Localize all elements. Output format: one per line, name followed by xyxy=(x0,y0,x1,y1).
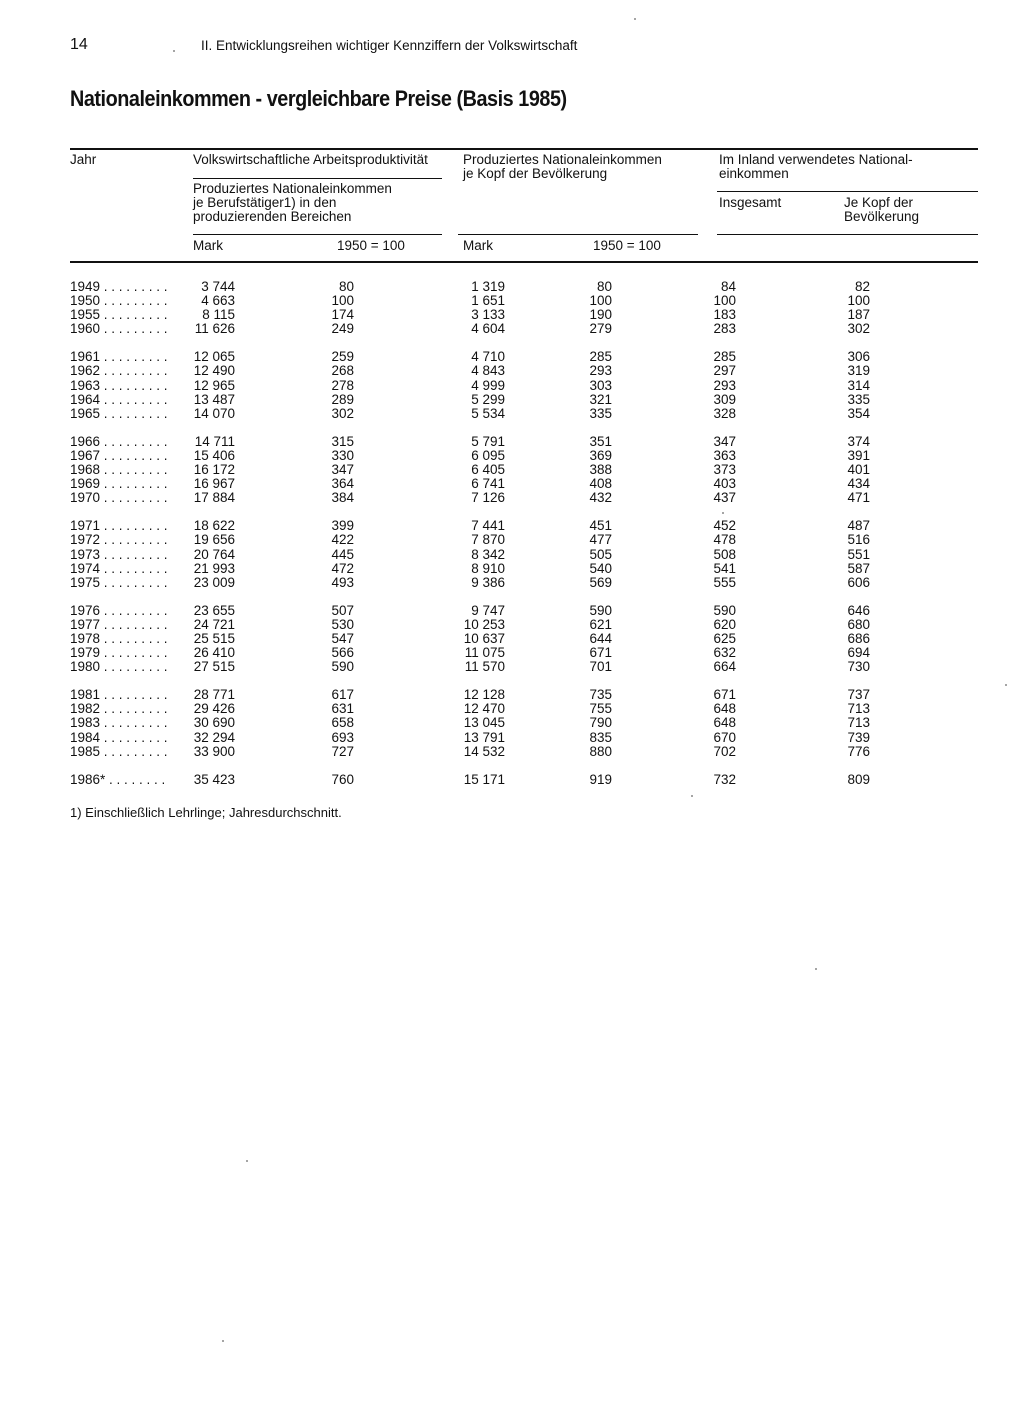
table-row xyxy=(0,731,1024,745)
cell-je-kopf: 401 xyxy=(847,462,870,478)
unit-index-2: 1950 = 100 xyxy=(593,238,661,253)
cell-index-berufstaetiger: 727 xyxy=(331,743,354,759)
row-year: 1965 . . . . . . . . . xyxy=(70,405,168,421)
cell-je-kopf: 739 xyxy=(847,729,870,745)
row-year: 1968 . . . . . . . . . xyxy=(70,462,168,478)
cell-index-kopf: 880 xyxy=(589,743,612,759)
page-title: Nationaleinkommen - vergleichbare Preise (Basis 1985) xyxy=(70,86,567,111)
unit-rule-mid xyxy=(458,234,698,235)
table-body xyxy=(0,280,1024,801)
row-year: 1972 . . . . . . . . . xyxy=(70,532,168,548)
cell-insgesamt: 555 xyxy=(713,574,736,590)
cell-index-berufstaetiger: 399 xyxy=(331,518,354,534)
scan-speck xyxy=(691,795,693,797)
table-row xyxy=(0,491,1024,505)
cell-je-kopf: 809 xyxy=(847,771,870,787)
cell-insgesamt: 183 xyxy=(713,307,736,323)
col-group1-title: Volkswirtschaftliche Arbeitsproduktivität xyxy=(193,152,428,167)
cell-je-kopf: 487 xyxy=(847,518,870,534)
cell-mark-berufstaetiger: 14 070 xyxy=(193,405,235,421)
row-year: 1969 . . . . . . . . . xyxy=(70,476,168,492)
cell-je-kopf: 306 xyxy=(847,349,870,365)
cell-index-kopf: 644 xyxy=(589,630,612,646)
cell-mark-kopf: 6 741 xyxy=(471,476,505,492)
cell-index-berufstaetiger: 100 xyxy=(331,293,354,309)
col-group1-sub2: je Berufstätiger1) in den xyxy=(193,195,337,210)
col-group3-title1: Im Inland verwendetes National- xyxy=(719,152,913,167)
cell-index-kopf: 671 xyxy=(589,645,612,661)
unit-mark-2: Mark xyxy=(463,238,493,253)
footnote: 1) Einschließlich Lehrlinge; Jahresdurchschnitt. xyxy=(70,805,342,820)
cell-mark-berufstaetiger: 11 626 xyxy=(194,321,235,337)
cell-index-berufstaetiger: 693 xyxy=(331,729,354,745)
cell-mark-kopf: 15 171 xyxy=(463,771,505,787)
cell-mark-kopf: 7 441 xyxy=(471,518,505,534)
cell-mark-berufstaetiger: 21 993 xyxy=(193,560,235,576)
cell-mark-kopf: 14 532 xyxy=(463,743,505,759)
table-row xyxy=(0,379,1024,393)
group1-rule xyxy=(193,178,442,179)
cell-index-berufstaetiger: 289 xyxy=(331,391,354,407)
row-year: 1983 . . . . . . . . . xyxy=(70,715,168,731)
cell-index-berufstaetiger: 249 xyxy=(331,321,354,337)
group3-rule xyxy=(717,191,978,192)
cell-index-kopf: 432 xyxy=(589,490,612,506)
cell-mark-berufstaetiger: 23 009 xyxy=(193,574,235,590)
cell-index-kopf: 755 xyxy=(589,701,612,717)
table-row xyxy=(0,449,1024,463)
cell-insgesamt: 671 xyxy=(713,687,736,703)
table-row xyxy=(0,548,1024,562)
cell-mark-kopf: 7 870 xyxy=(471,532,505,548)
cell-mark-kopf: 11 570 xyxy=(464,659,505,675)
cell-insgesamt: 283 xyxy=(713,321,736,337)
cell-insgesamt: 293 xyxy=(713,377,736,393)
row-year: 1955 . . . . . . . . . xyxy=(70,307,168,323)
cell-index-berufstaetiger: 278 xyxy=(331,377,354,393)
table-row xyxy=(0,533,1024,547)
cell-je-kopf: 391 xyxy=(847,447,870,463)
cell-mark-kopf: 5 299 xyxy=(471,391,505,407)
cell-mark-berufstaetiger: 17 884 xyxy=(193,490,235,506)
cell-je-kopf: 606 xyxy=(847,574,870,590)
cell-index-kopf: 790 xyxy=(589,715,612,731)
cell-index-berufstaetiger: 472 xyxy=(331,560,354,576)
cell-index-berufstaetiger: 507 xyxy=(331,602,354,618)
cell-index-berufstaetiger: 445 xyxy=(331,546,354,562)
scan-speck xyxy=(634,18,636,20)
cell-index-berufstaetiger: 174 xyxy=(331,307,354,323)
cell-index-kopf: 701 xyxy=(589,659,612,675)
cell-index-kopf: 279 xyxy=(589,321,612,337)
row-year: 1970 . . . . . . . . . xyxy=(70,490,168,506)
table-header-bottom-rule xyxy=(70,261,978,263)
cell-mark-kopf: 8 910 xyxy=(471,560,505,576)
row-year: 1963 . . . . . . . . . xyxy=(70,377,168,393)
cell-mark-kopf: 4 604 xyxy=(471,321,505,337)
row-year: 1974 . . . . . . . . . xyxy=(70,560,168,576)
row-year: 1979 . . . . . . . . . xyxy=(70,645,168,661)
col-group2-title2: je Kopf der Bevölkerung xyxy=(463,166,608,181)
cell-insgesamt: 648 xyxy=(713,701,736,717)
cell-mark-berufstaetiger: 12 490 xyxy=(193,363,235,379)
row-year: 1967 . . . . . . . . . xyxy=(70,447,168,463)
cell-mark-berufstaetiger: 16 172 xyxy=(193,462,235,478)
cell-je-kopf: 713 xyxy=(847,701,870,717)
cell-index-berufstaetiger: 422 xyxy=(331,532,354,548)
cell-mark-kopf: 3 133 xyxy=(471,307,505,323)
unit-index-1: 1950 = 100 xyxy=(337,238,405,253)
col-jahr: Jahr xyxy=(70,152,97,167)
cell-je-kopf: 335 xyxy=(847,391,870,407)
cell-index-kopf: 80 xyxy=(596,279,612,294)
cell-index-berufstaetiger: 658 xyxy=(331,715,354,731)
cell-mark-berufstaetiger: 14 711 xyxy=(194,433,235,449)
cell-index-berufstaetiger: 315 xyxy=(331,433,354,449)
cell-index-kopf: 303 xyxy=(589,377,612,393)
cell-index-berufstaetiger: 760 xyxy=(331,771,354,787)
cell-insgesamt: 590 xyxy=(713,602,736,618)
table-row xyxy=(0,618,1024,632)
row-year: 1964 . . . . . . . . . xyxy=(70,391,168,407)
cell-insgesamt: 648 xyxy=(713,715,736,731)
cell-mark-berufstaetiger: 13 487 xyxy=(193,391,235,407)
cell-index-berufstaetiger: 566 xyxy=(331,645,354,661)
cell-mark-berufstaetiger: 15 406 xyxy=(193,447,235,463)
cell-je-kopf: 737 xyxy=(847,687,870,703)
row-year: 1971 . . . . . . . . . xyxy=(70,518,168,534)
cell-mark-berufstaetiger: 12 965 xyxy=(193,377,235,393)
cell-mark-kopf: 8 342 xyxy=(471,546,505,562)
row-year: 1977 . . . . . . . . . xyxy=(70,616,168,632)
cell-mark-berufstaetiger: 25 515 xyxy=(193,630,235,646)
table-row xyxy=(0,646,1024,660)
table-row xyxy=(0,477,1024,491)
cell-je-kopf: 713 xyxy=(847,715,870,731)
cell-mark-berufstaetiger: 8 115 xyxy=(202,307,235,323)
cell-mark-berufstaetiger: 23 655 xyxy=(193,602,235,618)
cell-mark-kopf: 6 095 xyxy=(471,447,505,463)
cell-mark-kopf: 10 637 xyxy=(463,630,505,646)
cell-mark-berufstaetiger: 28 771 xyxy=(193,687,235,703)
cell-je-kopf: 680 xyxy=(847,616,870,632)
col-insgesamt: Insgesamt xyxy=(719,195,782,210)
table-row xyxy=(0,308,1024,322)
unit-rule-right xyxy=(717,234,978,235)
row-year: 1986* . . . . . . . . xyxy=(70,771,166,787)
table-row xyxy=(0,773,1024,787)
table-row xyxy=(0,660,1024,674)
cell-index-kopf: 835 xyxy=(589,729,612,745)
cell-insgesamt: 620 xyxy=(713,616,736,632)
row-year: 1984 . . . . . . . . . xyxy=(70,729,168,745)
table-row xyxy=(0,322,1024,336)
cell-index-kopf: 351 xyxy=(589,433,612,449)
section-title: II. Entwicklungsreihen wichtiger Kennziffern der Volkswirtschaft xyxy=(201,38,578,53)
row-year: 1962 . . . . . . . . . xyxy=(70,363,168,379)
cell-insgesamt: 632 xyxy=(713,645,736,661)
row-group xyxy=(0,773,1024,787)
cell-mark-kopf: 9 747 xyxy=(471,602,505,618)
table-row xyxy=(0,294,1024,308)
cell-index-berufstaetiger: 364 xyxy=(331,476,354,492)
cell-mark-kopf: 13 791 xyxy=(463,729,505,745)
cell-je-kopf: 100 xyxy=(847,293,870,309)
col-jekopf1: Je Kopf der xyxy=(844,195,914,210)
cell-mark-berufstaetiger: 18 622 xyxy=(193,518,235,534)
row-group xyxy=(0,350,1024,420)
table-row xyxy=(0,435,1024,449)
row-group xyxy=(0,280,1024,336)
cell-je-kopf: 434 xyxy=(847,476,870,492)
cell-insgesamt: 403 xyxy=(713,476,736,492)
col-group1-sub3: produzierenden Bereichen xyxy=(193,209,352,224)
cell-mark-berufstaetiger: 29 426 xyxy=(193,701,235,717)
table-row xyxy=(0,745,1024,759)
row-year: 1978 . . . . . . . . . xyxy=(70,630,168,646)
cell-index-kopf: 369 xyxy=(589,447,612,463)
table-row xyxy=(0,576,1024,590)
cell-mark-berufstaetiger: 26 410 xyxy=(193,645,235,661)
cell-mark-berufstaetiger: 35 423 xyxy=(193,771,235,787)
cell-index-kopf: 477 xyxy=(589,532,612,548)
cell-je-kopf: 551 xyxy=(847,546,870,562)
row-year: 1966 . . . . . . . . . xyxy=(70,433,168,449)
cell-mark-kopf: 4 710 xyxy=(471,349,505,365)
cell-je-kopf: 314 xyxy=(847,377,870,393)
cell-mark-kopf: 1 651 xyxy=(471,293,505,309)
cell-mark-berufstaetiger: 4 663 xyxy=(201,293,235,309)
table-row xyxy=(0,407,1024,421)
cell-mark-berufstaetiger: 30 690 xyxy=(193,715,235,731)
cell-mark-berufstaetiger: 12 065 xyxy=(193,349,235,365)
cell-index-berufstaetiger: 80 xyxy=(338,279,354,294)
row-group xyxy=(0,604,1024,674)
table-row xyxy=(0,364,1024,378)
cell-je-kopf: 776 xyxy=(847,743,870,759)
cell-je-kopf: 374 xyxy=(847,433,870,449)
cell-mark-berufstaetiger: 27 515 xyxy=(193,659,235,675)
cell-index-kopf: 569 xyxy=(589,574,612,590)
cell-index-kopf: 590 xyxy=(589,602,612,618)
table-row xyxy=(0,688,1024,702)
col-group1-sub1: Produziertes Nationaleinkommen xyxy=(193,181,392,196)
cell-insgesamt: 452 xyxy=(713,518,736,534)
cell-index-kopf: 735 xyxy=(589,687,612,703)
cell-mark-berufstaetiger: 19 656 xyxy=(193,532,235,548)
cell-index-kopf: 451 xyxy=(589,518,612,534)
cell-index-kopf: 919 xyxy=(589,771,612,787)
cell-mark-berufstaetiger: 20 764 xyxy=(193,546,235,562)
cell-je-kopf: 686 xyxy=(847,630,870,646)
col-group3-title2: einkommen xyxy=(719,166,789,181)
cell-index-berufstaetiger: 547 xyxy=(331,630,354,646)
cell-mark-kopf: 10 253 xyxy=(463,616,505,632)
table-row xyxy=(0,702,1024,716)
cell-mark-kopf: 9 386 xyxy=(471,574,505,590)
cell-je-kopf: 646 xyxy=(847,602,870,618)
cell-je-kopf: 587 xyxy=(847,560,870,576)
cell-index-berufstaetiger: 384 xyxy=(331,490,354,506)
cell-insgesamt: 702 xyxy=(713,743,736,759)
scan-speck xyxy=(722,512,724,514)
table-row xyxy=(0,463,1024,477)
row-year: 1949 . . . . . . . . . xyxy=(70,279,168,294)
table-row xyxy=(0,280,1024,294)
row-year: 1981 . . . . . . . . . xyxy=(70,687,168,703)
cell-insgesamt: 297 xyxy=(713,363,736,379)
cell-index-berufstaetiger: 302 xyxy=(331,405,354,421)
cell-mark-kopf: 7 126 xyxy=(471,490,505,506)
cell-insgesamt: 309 xyxy=(713,391,736,407)
cell-index-kopf: 285 xyxy=(589,349,612,365)
cell-index-kopf: 505 xyxy=(589,546,612,562)
cell-insgesamt: 363 xyxy=(713,447,736,463)
cell-index-berufstaetiger: 259 xyxy=(331,349,354,365)
cell-index-kopf: 335 xyxy=(589,405,612,421)
cell-mark-berufstaetiger: 24 721 xyxy=(193,616,235,632)
row-year: 1960 . . . . . . . . . xyxy=(70,321,168,337)
table-row xyxy=(0,716,1024,730)
cell-je-kopf: 471 xyxy=(847,490,870,506)
unit-rule-left xyxy=(193,234,442,235)
cell-je-kopf: 319 xyxy=(847,363,870,379)
cell-insgesamt: 732 xyxy=(713,771,736,787)
col-group2-title1: Produziertes Nationaleinkommen xyxy=(463,152,662,167)
cell-insgesamt: 508 xyxy=(713,546,736,562)
cell-mark-berufstaetiger: 32 294 xyxy=(193,729,235,745)
cell-insgesamt: 664 xyxy=(713,659,736,675)
cell-index-berufstaetiger: 631 xyxy=(331,701,354,717)
table-row xyxy=(0,632,1024,646)
cell-insgesamt: 478 xyxy=(713,532,736,548)
cell-mark-kopf: 4 843 xyxy=(471,363,505,379)
row-year: 1982 . . . . . . . . . xyxy=(70,701,168,717)
cell-insgesamt: 84 xyxy=(720,279,736,294)
cell-index-berufstaetiger: 530 xyxy=(331,616,354,632)
cell-insgesamt: 670 xyxy=(713,729,736,745)
cell-insgesamt: 100 xyxy=(713,293,736,309)
cell-mark-kopf: 11 075 xyxy=(464,645,505,661)
cell-index-berufstaetiger: 590 xyxy=(331,659,354,675)
scan-speck xyxy=(222,1340,224,1342)
cell-index-kopf: 321 xyxy=(589,391,612,407)
cell-mark-berufstaetiger: 33 900 xyxy=(193,743,235,759)
row-year: 1950 . . . . . . . . . xyxy=(70,293,168,309)
table-row xyxy=(0,604,1024,618)
row-group xyxy=(0,688,1024,758)
cell-mark-berufstaetiger: 3 744 xyxy=(201,279,235,294)
cell-mark-kopf: 13 045 xyxy=(463,715,505,731)
cell-insgesamt: 328 xyxy=(713,405,736,421)
table-row xyxy=(0,562,1024,576)
row-year: 1973 . . . . . . . . . xyxy=(70,546,168,562)
cell-je-kopf: 302 xyxy=(847,321,870,337)
row-year: 1975 . . . . . . . . . xyxy=(70,574,168,590)
row-year: 1961 . . . . . . . . . xyxy=(70,349,168,365)
col-jekopf2: Bevölkerung xyxy=(844,209,920,224)
cell-mark-kopf: 5 791 xyxy=(471,433,505,449)
cell-je-kopf: 694 xyxy=(847,645,870,661)
cell-insgesamt: 541 xyxy=(713,560,736,576)
cell-insgesamt: 625 xyxy=(713,630,736,646)
cell-index-kopf: 408 xyxy=(589,476,612,492)
table-row xyxy=(0,519,1024,533)
scan-speck xyxy=(1005,684,1007,686)
table-row xyxy=(0,393,1024,407)
table-top-rule xyxy=(70,148,978,150)
row-year: 1980 . . . . . . . . . xyxy=(70,659,168,675)
cell-je-kopf: 354 xyxy=(847,405,870,421)
cell-index-kopf: 540 xyxy=(589,560,612,576)
table-row xyxy=(0,350,1024,364)
cell-index-kopf: 621 xyxy=(589,616,612,632)
row-year: 1985 . . . . . . . . . xyxy=(70,743,168,759)
cell-mark-kopf: 12 128 xyxy=(463,687,505,703)
cell-index-berufstaetiger: 493 xyxy=(331,574,354,590)
cell-mark-kopf: 1 319 xyxy=(471,279,505,294)
cell-index-kopf: 190 xyxy=(589,307,612,323)
cell-mark-kopf: 5 534 xyxy=(471,405,505,421)
cell-index-berufstaetiger: 330 xyxy=(331,447,354,463)
cell-insgesamt: 347 xyxy=(713,433,736,449)
cell-index-kopf: 293 xyxy=(589,363,612,379)
scan-speck xyxy=(173,50,175,52)
scan-speck xyxy=(246,1160,248,1162)
cell-je-kopf: 516 xyxy=(847,532,870,548)
cell-je-kopf: 82 xyxy=(854,279,870,294)
page-number: 14 xyxy=(70,36,88,53)
cell-mark-kopf: 6 405 xyxy=(471,462,505,478)
cell-mark-kopf: 4 999 xyxy=(471,377,505,393)
cell-index-berufstaetiger: 268 xyxy=(331,363,354,379)
cell-mark-kopf: 12 470 xyxy=(463,701,505,717)
row-group xyxy=(0,519,1024,589)
cell-je-kopf: 187 xyxy=(847,307,870,323)
cell-je-kopf: 730 xyxy=(847,659,870,675)
cell-index-kopf: 388 xyxy=(589,462,612,478)
unit-mark-1: Mark xyxy=(193,238,223,253)
cell-index-berufstaetiger: 347 xyxy=(331,462,354,478)
cell-mark-berufstaetiger: 16 967 xyxy=(193,476,235,492)
row-group xyxy=(0,435,1024,505)
running-header xyxy=(70,36,578,54)
cell-index-berufstaetiger: 617 xyxy=(331,687,354,703)
cell-index-kopf: 100 xyxy=(589,293,612,309)
cell-insgesamt: 373 xyxy=(713,462,736,478)
row-year: 1976 . . . . . . . . . xyxy=(70,602,168,618)
cell-insgesamt: 285 xyxy=(713,349,736,365)
cell-insgesamt: 437 xyxy=(713,490,736,506)
scan-speck xyxy=(815,968,817,970)
